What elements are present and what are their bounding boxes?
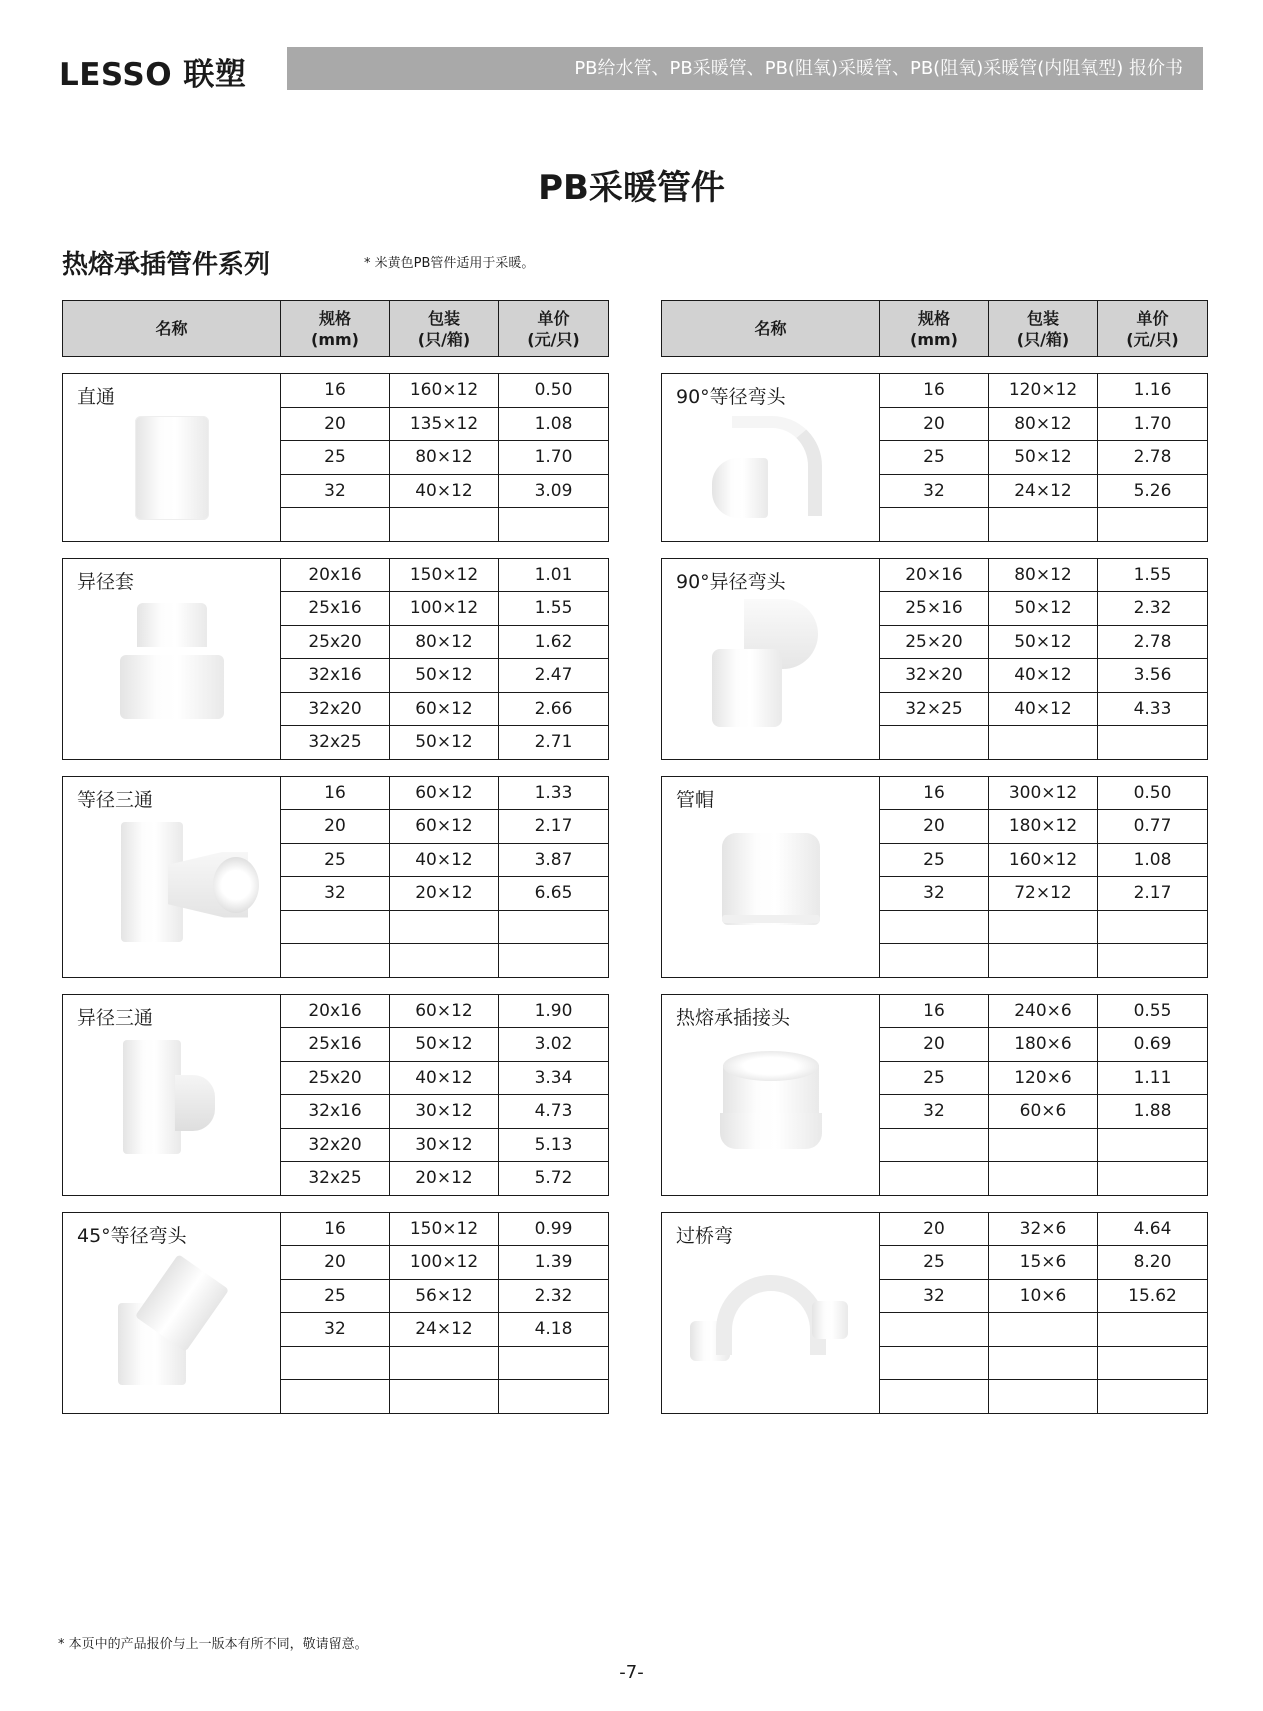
product-name: 热熔承插接头 [676, 1006, 791, 1029]
product-block [661, 776, 1208, 978]
spec-cell: 20 [880, 407, 989, 441]
pack-cell [989, 1162, 1098, 1196]
pack-cell: 135×12 [390, 407, 499, 441]
spec-cell: 32 [880, 474, 989, 508]
footnote: * 本页中的产品报价与上一版本有所不同，敬请留意。 [58, 1637, 368, 1652]
price-cell: 0.50 [499, 374, 609, 408]
price-cell: 0.50 [1098, 776, 1208, 810]
pack-cell: 20×12 [390, 1162, 499, 1196]
price-cell: 1.11 [1098, 1061, 1208, 1095]
table-row [63, 994, 609, 1028]
price-cell: 2.32 [499, 1279, 609, 1313]
table-header [62, 300, 609, 357]
spec-cell: 25 [880, 843, 989, 877]
header-price: 单价 (元/只) [499, 301, 609, 357]
pack-cell: 50×12 [390, 1028, 499, 1062]
pack-cell: 15×6 [989, 1246, 1098, 1280]
product-block [661, 558, 1208, 760]
table-row [662, 1212, 1208, 1246]
price-cell: 2.78 [1098, 625, 1208, 659]
spec-cell [880, 726, 989, 760]
price-cell [1098, 1313, 1208, 1347]
product-name: 90°异径弯头 [676, 570, 786, 593]
pack-cell: 24×12 [390, 1313, 499, 1347]
section-title: 热熔承插管件系列 [62, 250, 271, 280]
spec-cell: 20 [880, 1212, 989, 1246]
price-cell: 1.70 [1098, 407, 1208, 441]
spec-cell: 16 [880, 776, 989, 810]
spec-cell: 20 [880, 810, 989, 844]
pack-cell: 160×12 [989, 843, 1098, 877]
price-cell: 0.77 [1098, 810, 1208, 844]
price-cell: 1.55 [1098, 558, 1208, 592]
pack-cell: 72×12 [989, 877, 1098, 911]
table-row [662, 776, 1208, 810]
product-block [62, 776, 609, 978]
pack-cell: 60×6 [989, 1095, 1098, 1129]
product-name: 45°等径弯头 [77, 1224, 187, 1247]
spec-cell: 25x16 [281, 592, 390, 626]
product-name-cell [63, 994, 281, 1195]
spec-cell: 16 [281, 374, 390, 408]
spec-cell: 20 [281, 1246, 390, 1280]
price-cell: 1.70 [499, 441, 609, 475]
spec-cell: 25×16 [880, 592, 989, 626]
product-name: 异径三通 [77, 1006, 154, 1029]
price-cell: 1.90 [499, 994, 609, 1028]
page-number: -7- [619, 1662, 644, 1683]
pack-cell [390, 944, 499, 978]
table-row [63, 558, 609, 592]
pack-cell: 32×6 [989, 1212, 1098, 1246]
spec-cell [281, 944, 390, 978]
product-name-cell [662, 776, 880, 977]
price-cell [1098, 1128, 1208, 1162]
spec-cell: 25x20 [281, 1061, 390, 1095]
pack-cell: 40×12 [390, 1061, 499, 1095]
header-name: 名称 [662, 301, 880, 357]
product-name: 直通 [77, 386, 116, 408]
spec-cell [880, 1380, 989, 1414]
price-cell: 5.26 [1098, 474, 1208, 508]
spec-cell: 20 [880, 1028, 989, 1062]
spec-cell: 16 [281, 1212, 390, 1246]
pack-cell: 240×6 [989, 994, 1098, 1028]
pack-cell: 50×12 [390, 659, 499, 693]
price-cell: 2.17 [1098, 877, 1208, 911]
price-cell [1098, 1380, 1208, 1414]
price-cell: 5.13 [499, 1128, 609, 1162]
header-spec: 规格 (mm) [880, 301, 989, 357]
pack-cell: 40×12 [390, 843, 499, 877]
pack-cell [390, 1380, 499, 1414]
left-column [62, 300, 608, 1414]
price-cell: 1.16 [1098, 374, 1208, 408]
pack-cell: 10×6 [989, 1279, 1098, 1313]
spec-cell: 32 [880, 1095, 989, 1129]
pack-cell: 50×12 [989, 441, 1098, 475]
product-name-cell [63, 374, 281, 542]
price-cell: 2.71 [499, 726, 609, 760]
price-cell: 5.72 [499, 1162, 609, 1196]
pack-cell: 80×12 [989, 407, 1098, 441]
product-name: 管帽 [676, 788, 715, 811]
price-cell: 3.34 [499, 1061, 609, 1095]
spec-cell: 25 [880, 441, 989, 475]
pack-cell: 40×12 [989, 692, 1098, 726]
header-bar: PB给水管、PB采暖管、PB(阻氧)采暖管、PB(阻氧)采暖管(内阻氧型) 报价书 [287, 47, 1203, 90]
product-name: 异径套 [77, 570, 135, 593]
price-cell: 1.62 [499, 625, 609, 659]
pack-cell [989, 944, 1098, 978]
spec-cell [281, 508, 390, 542]
pack-cell [989, 726, 1098, 760]
product-name-cell [662, 1212, 880, 1413]
table-row [63, 374, 609, 408]
pack-cell: 50×12 [989, 625, 1098, 659]
pack-cell: 180×6 [989, 1028, 1098, 1062]
price-cell [1098, 944, 1208, 978]
pack-cell [390, 1346, 499, 1380]
spec-cell [880, 1128, 989, 1162]
pack-cell: 150×12 [390, 1212, 499, 1246]
pack-cell [989, 508, 1098, 542]
pack-cell [989, 1380, 1098, 1414]
spec-cell: 16 [880, 374, 989, 408]
spec-cell: 20×16 [880, 558, 989, 592]
spec-cell: 25x16 [281, 1028, 390, 1062]
right-column [661, 300, 1207, 1414]
pack-cell: 120×12 [989, 374, 1098, 408]
table-row [63, 776, 609, 810]
price-cell [1098, 1162, 1208, 1196]
price-cell: 3.56 [1098, 659, 1208, 693]
price-cell [499, 508, 609, 542]
product-block [661, 373, 1208, 542]
product-name-cell [63, 776, 281, 977]
price-cell: 6.65 [499, 877, 609, 911]
price-cell [1098, 508, 1208, 542]
header-name: 名称 [63, 301, 281, 357]
price-cell: 1.88 [1098, 1095, 1208, 1129]
pack-cell: 80×12 [989, 558, 1098, 592]
spec-cell: 32x25 [281, 726, 390, 760]
price-cell: 2.32 [1098, 592, 1208, 626]
pack-cell: 80×12 [390, 441, 499, 475]
pack-cell [390, 508, 499, 542]
pack-cell: 100×12 [390, 1246, 499, 1280]
product-block [661, 994, 1208, 1196]
price-cell: 0.99 [499, 1212, 609, 1246]
price-cell: 2.47 [499, 659, 609, 693]
header-spec: 规格 (mm) [281, 301, 390, 357]
spec-cell: 32x25 [281, 1162, 390, 1196]
spec-cell: 32 [880, 877, 989, 911]
price-cell: 4.33 [1098, 692, 1208, 726]
product-name-cell [63, 558, 281, 759]
lesso-logo: LESSO 联塑 [59, 57, 247, 93]
spec-cell [281, 910, 390, 944]
price-cell: 3.09 [499, 474, 609, 508]
spec-cell [880, 1313, 989, 1347]
product-name-cell [662, 558, 880, 759]
price-cell: 2.66 [499, 692, 609, 726]
product-name-cell [662, 994, 880, 1195]
pack-cell: 150×12 [390, 558, 499, 592]
spec-cell: 32 [281, 877, 390, 911]
pack-cell: 50×12 [390, 726, 499, 760]
pack-cell: 30×12 [390, 1095, 499, 1129]
price-cell: 1.08 [499, 407, 609, 441]
spec-cell: 32 [281, 1313, 390, 1347]
pack-cell: 56×12 [390, 1279, 499, 1313]
spec-cell [880, 1162, 989, 1196]
price-cell [1098, 910, 1208, 944]
product-name: 过桥弯 [676, 1224, 734, 1247]
spec-cell: 20x16 [281, 558, 390, 592]
price-cell: 4.73 [499, 1095, 609, 1129]
pack-cell: 20×12 [390, 877, 499, 911]
product-block [62, 994, 609, 1196]
pack-cell [989, 1346, 1098, 1380]
pack-cell: 50×12 [989, 592, 1098, 626]
table-row [662, 374, 1208, 408]
price-cell [499, 944, 609, 978]
spec-cell: 25 [281, 441, 390, 475]
price-cell [1098, 1346, 1208, 1380]
price-cell: 15.62 [1098, 1279, 1208, 1313]
spec-cell: 25×20 [880, 625, 989, 659]
pack-cell: 60×12 [390, 994, 499, 1028]
pack-cell: 60×12 [390, 776, 499, 810]
price-cell [499, 1380, 609, 1414]
spec-cell: 32x20 [281, 1128, 390, 1162]
pack-cell [390, 910, 499, 944]
table-row [662, 558, 1208, 592]
price-cell: 1.39 [499, 1246, 609, 1280]
page-title: PB采暖管件 [538, 168, 725, 208]
price-cell: 4.64 [1098, 1212, 1208, 1246]
section-note: * 米黄色PB管件适用于采暖。 [364, 256, 535, 271]
pack-cell [989, 1128, 1098, 1162]
spec-cell: 20x16 [281, 994, 390, 1028]
spec-cell [281, 1346, 390, 1380]
price-cell: 0.55 [1098, 994, 1208, 1028]
spec-cell [880, 910, 989, 944]
pack-cell: 40×12 [390, 474, 499, 508]
pack-cell: 40×12 [989, 659, 1098, 693]
price-cell: 0.69 [1098, 1028, 1208, 1062]
price-cell: 8.20 [1098, 1246, 1208, 1280]
spec-cell: 32×20 [880, 659, 989, 693]
spec-cell: 32×25 [880, 692, 989, 726]
price-cell: 3.87 [499, 843, 609, 877]
product-name: 等径三通 [77, 788, 154, 811]
pack-cell: 24×12 [989, 474, 1098, 508]
spec-cell: 32 [880, 1279, 989, 1313]
price-cell [499, 1346, 609, 1380]
spec-cell [880, 1346, 989, 1380]
price-cell: 1.08 [1098, 843, 1208, 877]
header-pack: 包装 (只/箱) [390, 301, 499, 357]
spec-cell: 32x20 [281, 692, 390, 726]
product-block [62, 558, 609, 760]
spec-cell: 32 [281, 474, 390, 508]
price-cell [1098, 726, 1208, 760]
header-pack: 包装 (只/箱) [989, 301, 1098, 357]
table-row [662, 994, 1208, 1028]
product-name: 90°等径弯头 [676, 386, 786, 408]
price-cell: 2.17 [499, 810, 609, 844]
table-header [661, 300, 1208, 357]
pack-cell: 180×12 [989, 810, 1098, 844]
pack-cell: 100×12 [390, 592, 499, 626]
spec-cell: 25 [281, 1279, 390, 1313]
product-name-cell [63, 1212, 281, 1413]
pack-cell: 120×6 [989, 1061, 1098, 1095]
spec-cell: 32x16 [281, 659, 390, 693]
spec-cell: 20 [281, 407, 390, 441]
table-row [63, 1212, 609, 1246]
product-block [62, 1212, 609, 1414]
spec-cell: 32x16 [281, 1095, 390, 1129]
pack-cell: 30×12 [390, 1128, 499, 1162]
spec-cell [880, 944, 989, 978]
spec-cell: 25 [880, 1061, 989, 1095]
pack-cell: 60×12 [390, 692, 499, 726]
spec-cell [880, 508, 989, 542]
spec-cell: 25 [281, 843, 390, 877]
product-name-cell [662, 374, 880, 542]
product-block [62, 373, 609, 542]
pack-cell: 80×12 [390, 625, 499, 659]
price-cell: 3.02 [499, 1028, 609, 1062]
pack-cell: 60×12 [390, 810, 499, 844]
spec-cell: 25 [880, 1246, 989, 1280]
price-cell: 1.01 [499, 558, 609, 592]
price-cell: 4.18 [499, 1313, 609, 1347]
pack-cell: 300×12 [989, 776, 1098, 810]
product-block [661, 1212, 1208, 1414]
pack-cell [989, 910, 1098, 944]
price-cell [499, 910, 609, 944]
spec-cell: 20 [281, 810, 390, 844]
price-cell: 1.33 [499, 776, 609, 810]
spec-cell: 16 [880, 994, 989, 1028]
price-cell: 2.78 [1098, 441, 1208, 475]
header-price: 单价 (元/只) [1098, 301, 1208, 357]
spec-cell: 25x20 [281, 625, 390, 659]
price-cell: 1.55 [499, 592, 609, 626]
spec-cell [281, 1380, 390, 1414]
spec-cell: 16 [281, 776, 390, 810]
pack-cell: 160×12 [390, 374, 499, 408]
pack-cell [989, 1313, 1098, 1347]
